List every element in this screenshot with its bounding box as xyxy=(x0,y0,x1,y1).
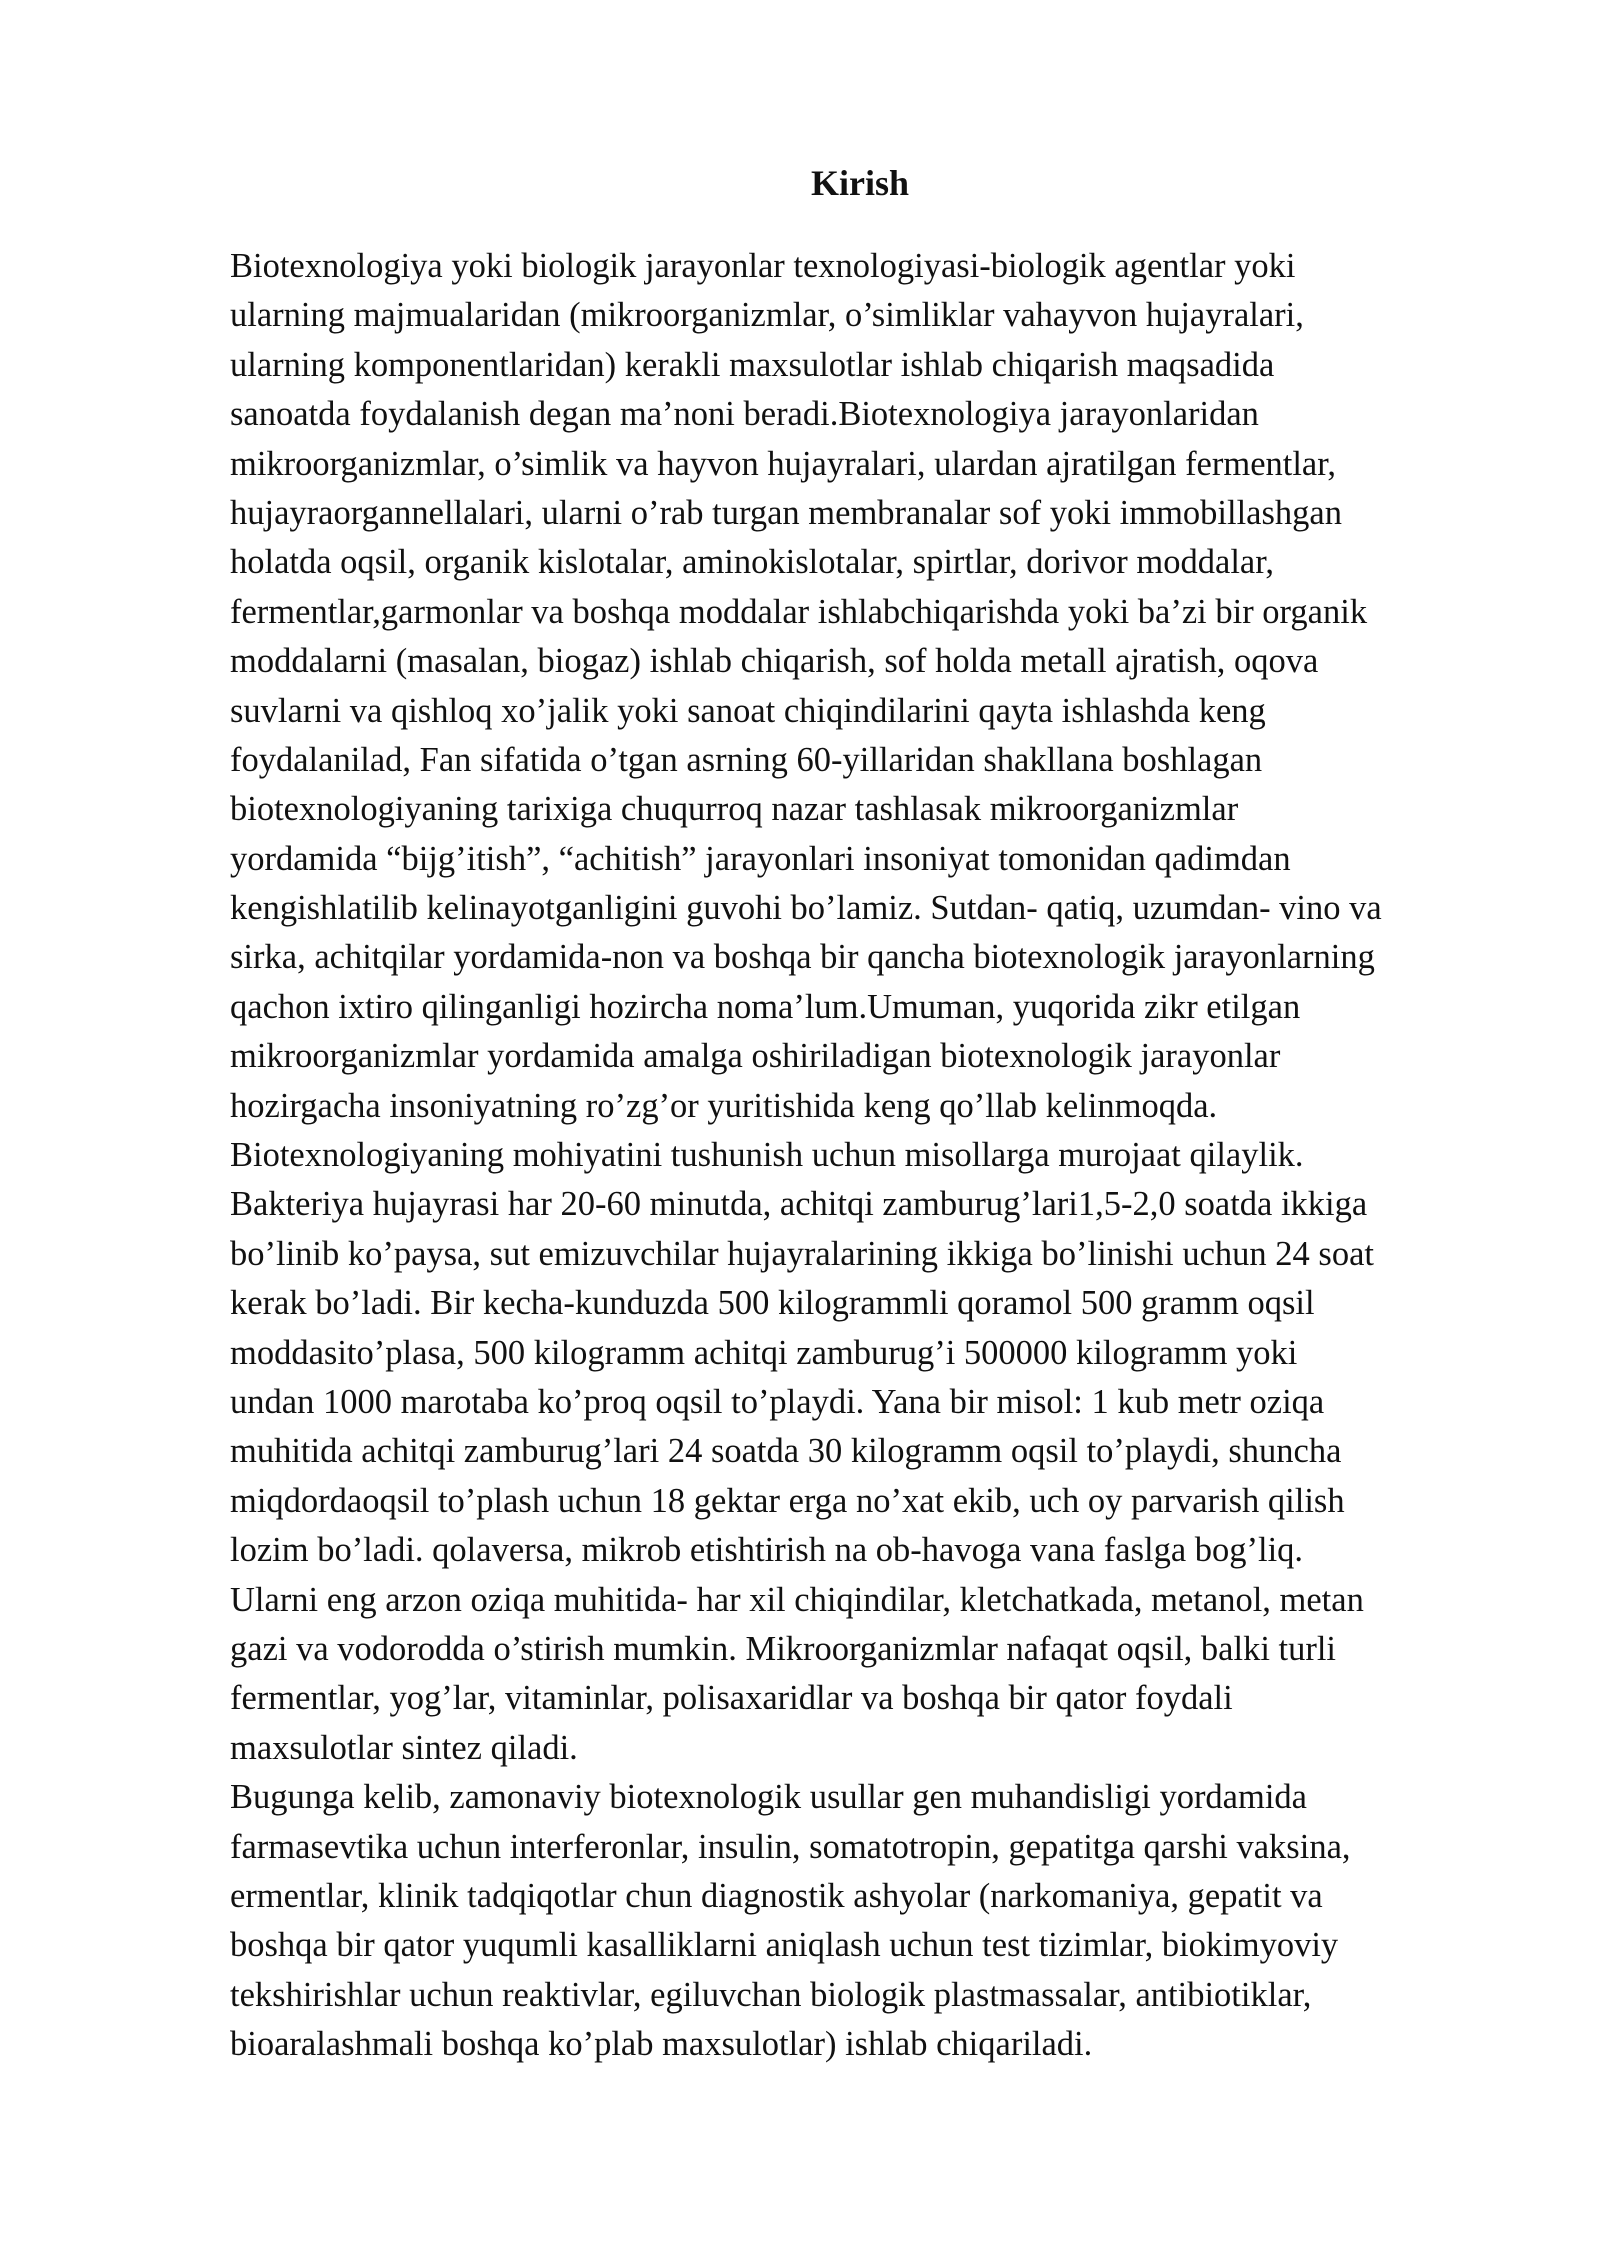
text-line: Ularni eng arzon oziqa muhitida- har xil chiqindilar, kletchatkada, metanol, metan xyxy=(230,1580,1364,1619)
text-line: biotexnologiyaning tarixiga chuqurroq nazar tashlasak mikroorganizmlar xyxy=(230,790,1239,829)
text-line: Biotexnologiya yoki biologik jarayonlar texnologiyasi-biologik agentlar yoki xyxy=(230,247,1296,285)
text-line: farmasevtika uchun interferonlar, insulin, somatotropin, gepatitga qarshi vaksina, xyxy=(230,1827,1351,1866)
text-line: muhitida achitqi zamburug’lari 24 soatda 30 kilogramm oqsil to’playdi, shuncha xyxy=(230,1432,1342,1471)
text-line: kengishlatilib kelinayotganligini guvohi bo’lamiz. Sutdan- qatiq, uzumdan- vino va xyxy=(230,889,1382,928)
text-line: foydalanilad, Fan sifatida o’tgan asrning 60-yillaridan shakllana boshlagan xyxy=(230,740,1263,779)
text-line: holatda oqsil, organik kislotalar, aminokislotalar, spirtlar, dorivor moddalar, xyxy=(230,543,1274,582)
text-line: Bugunga kelib, zamonaviy biotexnologik usullar gen muhandisligi yordamida xyxy=(230,1778,1307,1817)
text-line: suvlarni va qishloq xo’jalik yoki sanoat chiqindilarini qayta ishlashda keng xyxy=(230,691,1266,730)
text-line: maxsulotlar sintez qiladi. xyxy=(230,1728,578,1767)
text-line: ermentlar, klinik tadqiqotlar chun diagnostik ashyolar (narkomaniya, gepatit va xyxy=(230,1876,1323,1915)
text-line: undan 1000 marotaba ko’proq oqsil to’playdi. Yana bir misol: 1 kub metr oziqa xyxy=(230,1382,1325,1421)
text-line: tekshirishlar uchun reaktivlar, egiluvchan biologik plastmassalar, antibiotiklar, xyxy=(230,1975,1312,2014)
text-line: sanoatda foydalanish degan ma’noni beradi.Biotexnologiya jarayonlaridan xyxy=(230,395,1259,434)
text-line: boshqa bir qator yuqumli kasalliklarni aniqlash uchun test tizimlar, biokimyoviy xyxy=(230,1926,1339,1965)
body-text xyxy=(230,242,1530,2069)
text-line: Bakteriya hujayrasi har 20-60 minutda, achitqi zamburug’lari1,5-2,0 soatda ikkiga xyxy=(230,1185,1368,1224)
text-line: ularning komponentlaridan) kerakli maxsulotlar ishlab chiqarish maqsadida xyxy=(230,345,1275,384)
text-line: gazi va vodorodda o’stirish mumkin. Mikroorganizmlar nafaqat oqsil, balki turli xyxy=(230,1629,1337,1668)
text-line: moddasito’plasa, 500 kilogramm achitqi zamburug’i 500000 kilogramm yoki xyxy=(230,1333,1298,1372)
text-line: hozirgacha insoniyatning ro’zg’or yuritishida keng qo’llab kelinmoqda. xyxy=(230,1086,1218,1125)
text-line: fermentlar,garmonlar va boshqa moddalar ishlabchiqarishda yoki ba’zi bir organik xyxy=(230,592,1368,631)
text-line: qachon ixtiro qilinganligi hozircha noma’lum.Umuman, yuqorida zikr etilgan xyxy=(230,987,1301,1026)
text-line: hujayraorgannellalari, ularni o’rab turgan membranalar sof yoki immobillashgan xyxy=(230,493,1342,532)
text-line: lozim bo’ladi. qolaversa, mikrob etishtirish na ob-havoga vana faslga bog’liq. xyxy=(230,1531,1304,1570)
page-title: Kirish xyxy=(810,163,909,203)
text-line: sirka, achitqilar yordamida-non va boshqa bir qancha biotexnologik jarayonlarning xyxy=(230,938,1375,977)
text-line: miqdordaoqsil to’plash uchun 18 gektar erga no’xat ekib, uch oy parvarish qilish xyxy=(230,1481,1345,1520)
text-line: fermentlar, yog’lar, vitaminlar, polisaxaridlar va boshqa bir qator foydali xyxy=(230,1679,1233,1718)
text-line: mikroorganizmlar yordamida amalga oshiriladigan biotexnologik jarayonlar xyxy=(230,1037,1281,1076)
text-line: mikroorganizmlar, o’simlik va hayvon hujayralari, ulardan ajratilgan fermentlar, xyxy=(230,444,1336,483)
text-line: moddalarni (masalan, biogaz) ishlab chiqarish, sof holda metall ajratish, oqova xyxy=(230,642,1319,681)
text-line: yordamida “bijg’itish”, “achitish” jarayonlari insoniyat tomonidan qadimdan xyxy=(230,839,1291,878)
text-line: Biotexnologiyaning mohiyatini tushunish uchun misollarga murojaat qilaylik. xyxy=(230,1136,1304,1175)
text-line: bioaralashmali boshqa ko’plab maxsulotlar) ishlab chiqariladi. xyxy=(230,2025,1093,2064)
text-line: ularning majmualaridan (mikroorganizmlar, o’simliklar vahayvon hujayralari, xyxy=(230,296,1304,335)
text-line: kerak bo’ladi. Bir kecha-kunduzda 500 kilogrammli qoramol 500 gramm oqsil xyxy=(230,1284,1315,1323)
text-line: bo’linib ko’paysa, sut emizuvchilar hujayralarining ikkiga bo’linishi uchun 24 soat xyxy=(230,1234,1375,1273)
